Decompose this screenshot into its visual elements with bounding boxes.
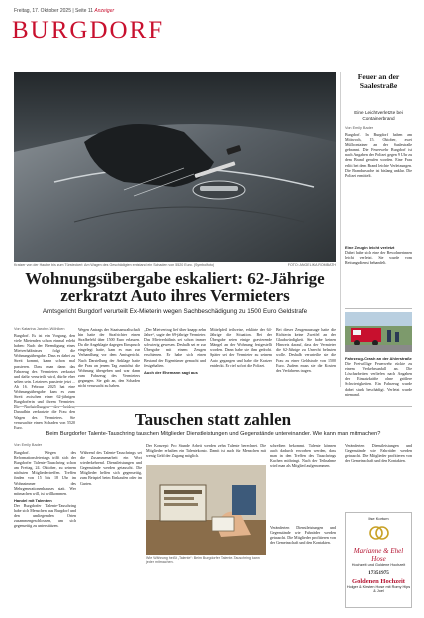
ad-logo: Ilse Kortum: [368, 516, 389, 521]
lower-column-3: Der Konzept: Pro Stunde Arbeit werden zehn Talente berechnet. Die Mitglieder erhalten ein Talentekonto. Damit ist auch für Menschen mit wenig Geld der Zugang möglich.: [146, 443, 266, 459]
caption-text: Kratzer von der Haube bis zum Türsteckerl: Am Wagen des Geschädigten entstand ein Schaden von 5520 Euro. (Symbolfoto): [14, 263, 215, 267]
section-masthead: BURGDORF: [12, 17, 165, 44]
photo-credit: FOTO: ANGELIKA ROMBATH: [287, 263, 336, 267]
headline-line-1: Wohnungsübergabe eskaliert: 62-Jährige: [25, 269, 325, 288]
ad-event: Goldenen Hochzeit: [352, 577, 405, 585]
lower-byline: Von Emily Bader: [14, 443, 43, 447]
lead-column-1: Burgdorf. Es ist ein Vorgang, den viele Mietenden schon einmal erlebt haben: Nach der Beendigung eines Mietverhältnisses folgt die Wohnungsübergabe. Dass es dabei zu Streit kommt, kann schon mal passieren. Dass man dann das Fahrzeug des Vermieters zerkratzt und dafür verurteilt wird, dürfte eher selten sein. Letzteres passierte jetzt ... Ab 16. Februar 2025 hat eine Wohnungsübergabe kam es zum Streit zwischen einer 62-jährigen Burgdorferin und ihrem Vermieter. Daraufhin zerkratzte die Frau den Wagen des Vermieters. Sie verursachte einen Schaden von 5520 Euro.: [14, 333, 75, 430]
lower-headline: Tauschen statt zahlen: [134, 410, 292, 429]
section-separator: [14, 406, 412, 407]
lead-column-3: [144, 327, 206, 405]
headline-line-2: zerkratzt Auto ihres Vermieters: [60, 286, 290, 305]
sidebar-separator: [345, 308, 412, 309]
page-date-line: [14, 8, 114, 14]
lead-column-2: Wegen Antrags der Staatsanwaltschaft hin hatte der Strafrichter einen Strafbefehl über 1500 Euro erlassen. Da die Angeklagte dagegen Einspruch eingelegt hatte, kam es nun zur Verhandlung vor dem Amtsgericht. Nach Darstellung der Anklage hatte die Frau an jenem Tag zunächst die Wohnung übergeben und war dann zum Fahrzeug des Vermieters gegangen. Sie gab an, den Schaden nicht verursacht zu haben.: [78, 327, 140, 389]
lower-column-5: Veränderten Dienstleistungen und Gegenstände wie Fahrräder werden getauscht. Die Mitglieder profitieren von der Gemeinschaft und den Kontakten.: [345, 443, 412, 464]
date-text: Freitag, 17. Oktober 2025 | Seite 11: [14, 8, 94, 14]
lead-subhead: Amtsgericht Burgdorf verurteilt Ex-Mieterin wegen Sachbeschädigung zu 1500 Euro Geldstrafe: [42, 308, 308, 315]
ad-couple-name: Marianne & Ehel Hose: [353, 547, 404, 563]
lead-column-5: Bei dieser Zeugenaussage hatte die Richterin keine Zweifel an der Glaubwürdigkeit. Sie habe keinen Hinweis darauf, dass der Vermieter die 62-Jährige zu Unrecht belasten wolle. Deshalb verurteilte sie die Frau zu einer Geldstrafe von 1500 Euro. Zudem muss sie die Kosten des Verfahrens tragen.: [276, 327, 336, 373]
sidebar-story-2-title: Fahrzeug-Crash an der Ahlerstraße: [345, 356, 412, 361]
lead-column-4: Mittelpfeil teilweise, erklärte der 64-Jährige die Situation. Bei der Übergabe seien einige gravierende Mängel an der Wohnung festgestellt worden. Dann habe sie ihm gedroht. Später sei der Vermieter zu seinem Auto gegangen und habe die Kratzer entdeckt. Er rief sofort die Polizei.: [210, 327, 272, 368]
ad-footer: Holger & Kirsten Hose mit Romy Hips & Joel: [346, 584, 411, 594]
lower-column-4b: Veränderten Dienstleistungen und Gegenstände wie Fahrräder werden getauscht. Die Mitglieder profitieren von der Gemeinschaft und den Kontakten.: [270, 525, 336, 546]
lower-subhead: Beim Burgdorfer Talente-Tauschring tauschen Mitglieder Dienstleistungen und Gegenstände untereinander. Wie kann man mitmachen?: [45, 431, 381, 437]
sidebar-story-2-text: Die Freiwillige Feuerwehr rückte zu einem Verkehrsunfall an. Die Löscharbeiten verliefen nach Angaben der Einsatzkräfte ohne größere Schwierigkeiten. Ein Fahrzeug wurde dabei stark beschädigt. Verletzt wurde niemand.: [345, 361, 412, 397]
sidebar-story-subtitle: Eine Leichtverletzte bei Containerbrand: [354, 110, 403, 121]
lower-column-4: schreiben bekommt. Talente können auch dadurch erworben werden, dass man in den Treffen des Tauschrings Kuchen mitbringt. Nach der Teilnahme wird man als Mitglied aufgenommen.: [270, 443, 336, 469]
sidebar-fire-photo: [345, 312, 412, 352]
sidebar-story-title: Feuer an der Saalestraße: [357, 72, 400, 90]
column-divider: [340, 72, 341, 387]
lower-col1-text-b: Der Burgdorfer Talente-Tauschring habe sich Menschen aus Burgdorf und den umliegenden Orten zusammengeschlossen, um sich gegenseitig zu unterstützen.: [14, 502, 76, 529]
sidebar-text-2: Dabei habe sich eine der Bewohnerinnen leicht verletzt. Sie wurde vom Rettungsdienst behandelt.: [345, 250, 412, 266]
lead-byline: Von Katarina Jarohn-Wöhlken: [14, 327, 65, 331]
lower-photo-caption: Wie Währung heißt „Talente“: Beim Burgdorfer Talente-Tauschring kann jeder mitmachen.: [146, 556, 260, 564]
ad-occasion: Hochzeit und Goldene Hochzeit: [351, 563, 406, 567]
lower-col1-text: Burgdorf. Wegen des Reformationsfeiertags trifft sich der Burgdorfer Talente-Tauschring schon am Freitag, 24. Oktober, zu seinem nächsten Mitgliedertreffen. Treffen finden von 15 bis 18 Uhr im Wohnzimmer des Mehrgenerationenhauses statt. Wer mitmachen will, ist willkommen.: [14, 450, 76, 496]
sidebar-subheading: Eine Zeugin leicht verletzt: [345, 245, 395, 250]
brand-text: Anzeiger: [94, 8, 115, 14]
lower-col1-subheading: Handel mit Talenten: [14, 497, 52, 503]
sidebar-story-2-body: [345, 354, 412, 404]
lead-photo: [14, 72, 336, 262]
lead-headline: [14, 270, 336, 304]
ad-number: 17351975: [368, 569, 389, 576]
sidebar-story-body-2: [345, 243, 412, 305]
wedding-advertisement: [345, 512, 412, 608]
rings-icon: [366, 523, 392, 541]
lead-photo-caption: [14, 263, 336, 267]
sidebar-story-body: Burgdorf. In Burgdorf haben am Mittwoch, 15. Oktober, zwei Müllcontainer an der Saalestraße gebrannt. Die Feuerwehr Burgdorf ist nach Angaben der Polizei gegen 9 Uhr zu dem Brand gerufen worden. Eine Frau erlitt bei dem Brand leichte Verletzungen. Die Brandursache ist bislang unklar. Die Polizei ermittelt.: [345, 132, 412, 178]
col3-subheading: Auch der Ehemann sagt aus: [144, 369, 198, 375]
lower-photo: [146, 465, 266, 555]
lower-column-1: [14, 450, 76, 610]
col3-text: „Der Mietvertrag lief über knapp zehn Jahre“, sagte der 69-jährige Vermieter. Das Mietverhältnis sei schon immer schwierig gewesen. Deshalb sei er zur Übergabe mit einem Zeugen erschienen. Er habe sich einen Bestand der Eigentümer gemacht und festgehalten.: [144, 327, 206, 368]
lower-column-2: Während des Talente-Tauschrings sei die Zusammenarbeit ein Wort wiederkehrend. Dienstleistungen und Gegenstände werden getauscht. Die Mitglieder helfen sich gegenseitig, zum Beispiel beim Einkaufen oder im Garten.: [80, 450, 142, 486]
sidebar-byline: Von Emily Bader: [345, 126, 374, 130]
